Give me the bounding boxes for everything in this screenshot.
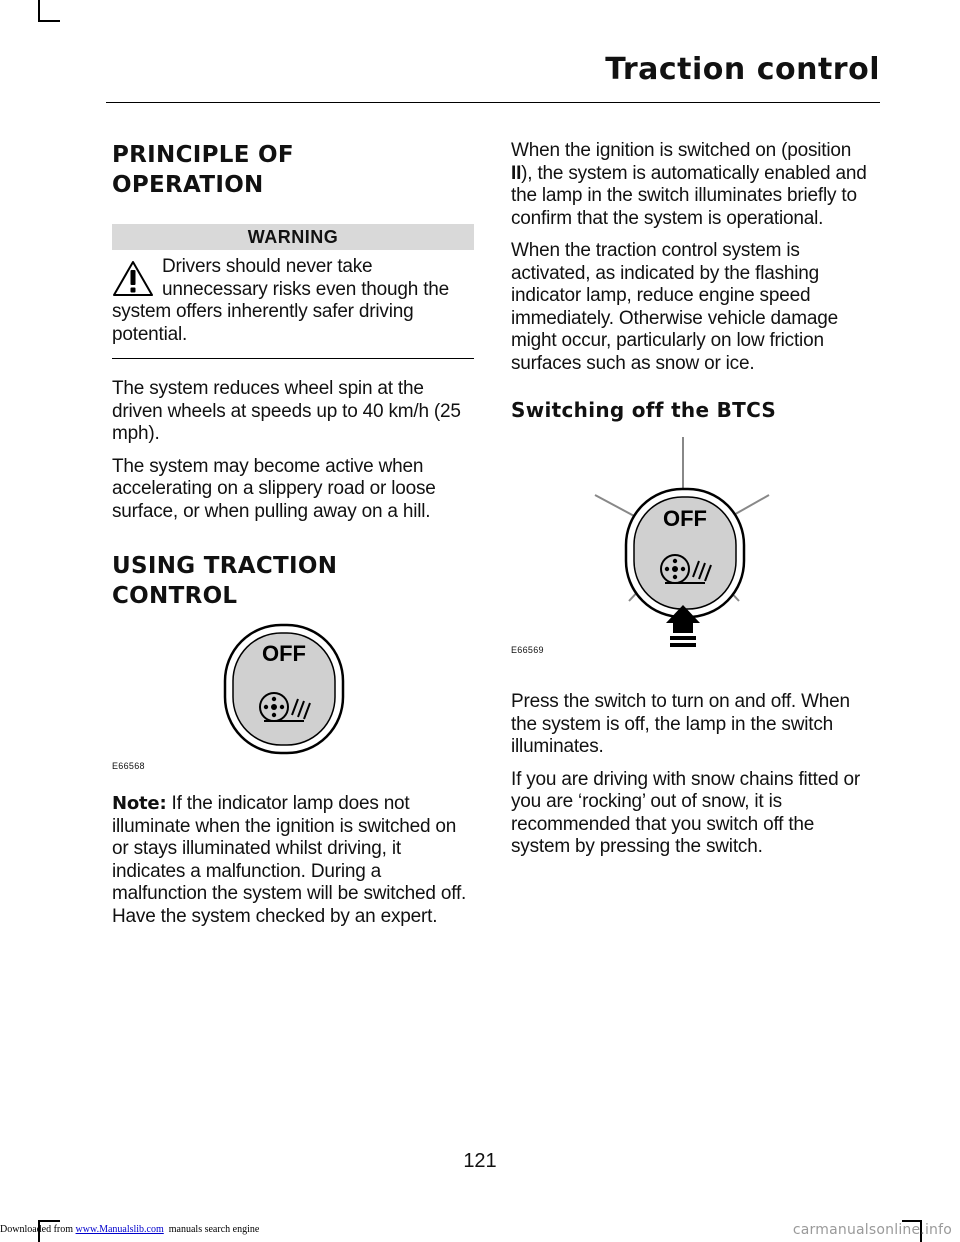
right-column bbox=[511, 140, 873, 859]
subheading-switching-off: Switching off the BTCS bbox=[511, 398, 777, 422]
footer-text: manuals search engine bbox=[163, 1224, 260, 1235]
crop-mark bbox=[38, 1220, 60, 1222]
footer-text: Downloaded from bbox=[0, 1224, 76, 1235]
paragraph: If you are driving with snow chains fitted or you are ‘rocking’ out of snow, it is recommended that you switch off the system by pressing the switch. bbox=[511, 768, 861, 857]
warning-box bbox=[112, 224, 474, 359]
paragraph: Press the switch to turn on and off. When the system is off, the lamp in the switch illuminates. bbox=[511, 691, 850, 757]
figure-id: E66569 bbox=[511, 645, 544, 655]
heading-line: PRINCIPLE OF bbox=[112, 142, 294, 168]
paragraph bbox=[511, 140, 873, 230]
warning-triangle-icon bbox=[112, 260, 154, 298]
tcs-off-switch-icon bbox=[112, 619, 474, 769]
heading-line: OPERATION bbox=[112, 172, 264, 198]
figure-id: E66568 bbox=[112, 761, 145, 771]
crop-mark bbox=[38, 20, 60, 22]
left-column bbox=[112, 140, 474, 928]
text-span: When the ignition is switched on (position bbox=[511, 140, 852, 161]
page-number: 121 bbox=[463, 1150, 497, 1172]
section-heading-using bbox=[112, 551, 474, 611]
note-label: Note: bbox=[112, 793, 167, 814]
warning-divider bbox=[112, 358, 474, 359]
watermark: carmanualsonline.info bbox=[792, 1222, 952, 1238]
heading-line: CONTROL bbox=[112, 583, 238, 609]
paragraph: When the traction control system is activated, as indicated by the flashing indicator lamp, reduce engine speed immediately. Otherwise vehicle damage might occur, particularly on low friction surfaces such as snow or ice. bbox=[511, 240, 839, 374]
section-heading-principle bbox=[112, 140, 474, 200]
warning-content bbox=[112, 250, 474, 359]
download-footer bbox=[0, 1224, 259, 1235]
off-label: OFF bbox=[663, 506, 707, 531]
press-switch-diagram-icon bbox=[511, 433, 873, 663]
text-span: ), the system is automatically enabled and the lamp in the switch illuminates briefly to confirm that the system is operational. bbox=[511, 162, 867, 229]
note-text: If the indicator lamp does not illuminate when the ignition is switched on or stays illuminated whilst driving, it indicates a malfunction. During a malfunction the system will be switched off. Have the system checked by an expert. bbox=[112, 793, 467, 927]
off-label: OFF bbox=[262, 641, 306, 666]
paragraph: The system reduces wheel spin at the driven wheels at speeds up to 40 km/h (25 mph). bbox=[112, 378, 461, 444]
warning-label: WARNING bbox=[112, 224, 474, 250]
page-title: Traction control bbox=[605, 52, 880, 87]
manualslib-link[interactable]: www.Manualslib.com bbox=[75, 1224, 164, 1235]
warning-text: Drivers should never take unnecessary risks even though the system offers inherently safer driving potential. bbox=[112, 256, 450, 345]
heading-line: USING TRACTION bbox=[112, 553, 338, 579]
crop-mark bbox=[38, 0, 40, 22]
title-divider bbox=[106, 102, 880, 103]
paragraph: The system may become active when accelerating on a slippery road or loose surface, or when pulling away on a hill. bbox=[112, 455, 436, 522]
figure-press-switch bbox=[511, 433, 873, 673]
note-paragraph bbox=[112, 793, 474, 928]
ignition-position: II bbox=[511, 162, 522, 184]
figure-tcs-switch bbox=[112, 619, 474, 779]
